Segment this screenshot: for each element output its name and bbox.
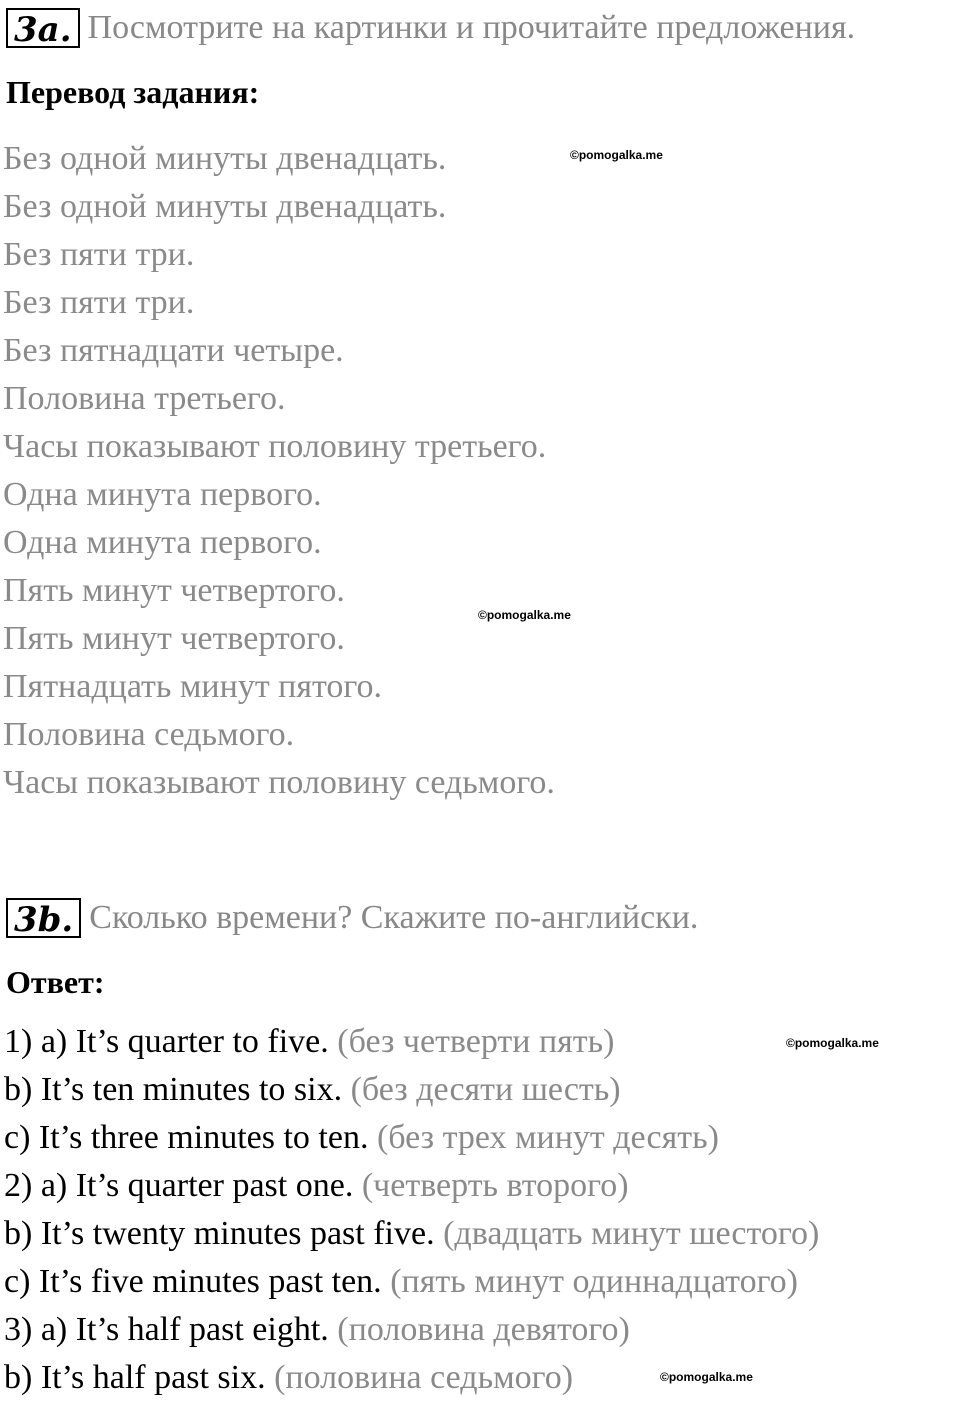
translation-line: Одна минута первого. <box>3 476 322 513</box>
translation-line: Пять минут четвертого. <box>3 620 345 657</box>
answer-translation: (двадцать минут шестого) <box>443 1215 820 1252</box>
answer-english: c) It’s five minutes past ten. <box>4 1263 382 1300</box>
translation-line: Без пятнадцати четыре. <box>3 332 344 369</box>
task-number-3a: 3a. <box>6 8 80 48</box>
answer-translation: (половина седьмого) <box>274 1359 574 1396</box>
task-number-3b: 3b. <box>6 898 81 938</box>
answer-english: b) It’s twenty minutes past five. <box>4 1215 435 1252</box>
translation-line: Пять минут четвертого. <box>3 572 345 609</box>
translation-line: Одна минута первого. <box>3 524 322 561</box>
watermark: ©pomogalka.me <box>570 148 663 162</box>
translation-line: Половина третьего. <box>3 380 286 417</box>
answer-translation: (без четверти пять) <box>337 1023 615 1060</box>
watermark: ©pomogalka.me <box>786 1036 879 1050</box>
answer-translation: (без трех минут десять) <box>376 1119 719 1156</box>
translation-line: Без пяти три. <box>3 236 195 273</box>
translation-line: Без одной минуты двенадцать. <box>3 140 447 177</box>
translation-line: Половина седьмого. <box>3 716 295 753</box>
answer-english: b) It’s ten minutes to six. <box>4 1071 343 1108</box>
translation-line: Без пяти три. <box>3 284 195 321</box>
answer-heading: Ответ: <box>6 964 105 1000</box>
answer-line <box>4 1210 819 1258</box>
answer-english: 3) a) It’s half past eight. <box>4 1311 329 1348</box>
watermark: ©pomogalka.me <box>660 1370 753 1384</box>
answer-translation: (четверть второго) <box>361 1167 629 1204</box>
answer-line <box>4 1018 819 1066</box>
task-3b-header <box>6 898 698 938</box>
task-3a-header <box>6 8 855 48</box>
answer-translation: (пять минут одиннадцатого) <box>390 1263 799 1300</box>
translation-lines <box>3 135 555 807</box>
answer-english: 2) a) It’s quarter past one. <box>4 1167 354 1204</box>
translation-line: Без одной минуты двенадцать. <box>3 188 447 225</box>
answer-line <box>4 1114 819 1162</box>
answer-translation: (без десяти шесть) <box>350 1071 621 1108</box>
answer-line <box>4 1162 819 1210</box>
translation-line: Пятнадцать минут пятого. <box>3 668 383 705</box>
answer-lines <box>4 1018 819 1402</box>
answer-translation: (половина девятого) <box>337 1311 630 1348</box>
watermark: ©pomogalka.me <box>478 608 571 622</box>
answer-english: c) It’s three minutes to ten. <box>4 1119 369 1156</box>
answer-english: b) It’s half past six. <box>4 1359 266 1396</box>
answer-line <box>4 1306 819 1354</box>
answer-line <box>4 1258 819 1306</box>
task-3b-instruction: Сколько времени? Скажите по-английски. <box>89 899 699 936</box>
translation-line: Часы показывают половину третьего. <box>3 428 547 465</box>
translation-line: Часы показывают половину седьмого. <box>3 764 555 801</box>
answer-line <box>4 1066 819 1114</box>
answer-english: 1) a) It’s quarter to five. <box>4 1023 329 1060</box>
task-3a-instruction: Посмотрите на картинки и прочитайте предложения. <box>87 9 856 46</box>
translation-heading: Перевод задания: <box>6 74 260 110</box>
